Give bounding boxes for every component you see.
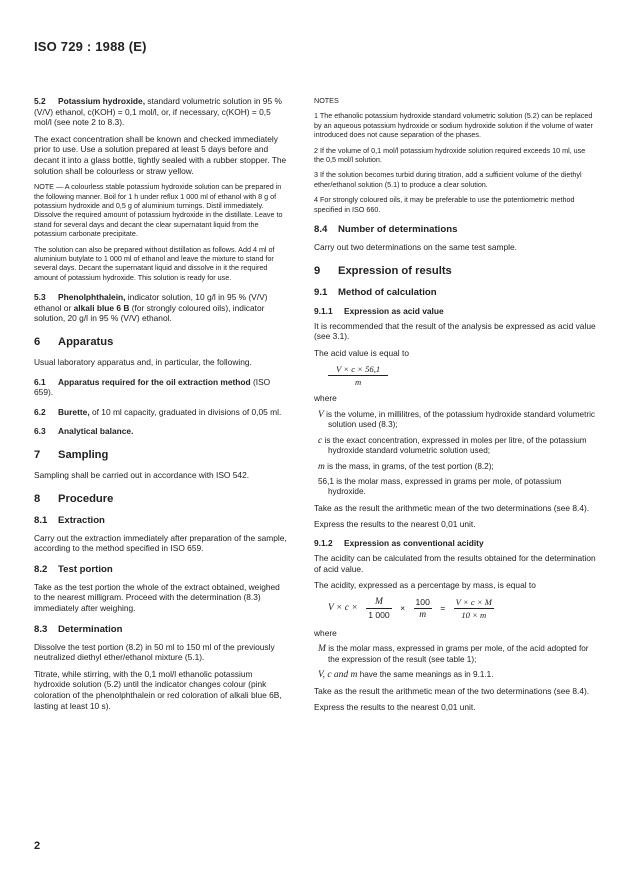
section-9-1-1-heading: 9.1.1 Expression as acid value xyxy=(314,305,444,316)
definition-item: M is the molar mass, expressed in grams per mole, of the acid adopted for the expression of the result (see table 1); xyxy=(318,644,589,664)
paragraph: The acid value is equal to xyxy=(314,347,409,358)
paragraph: The acidity can be calculated from the results obtained for the determination of acid value. xyxy=(314,553,596,574)
section-7-heading: 7 Sampling xyxy=(34,448,109,461)
section-6-2: 6.2 Burette, of 10 ml capacity, graduated in divisions of 0,05 ml. xyxy=(34,406,282,417)
definition-item: V is the volume, in millilitres, of the potassium hydroxide standard volumetric solution used (8.3); xyxy=(318,410,596,430)
note-paragraph: NOTE — A colourless stable potassium hydroxide solution can be prepared in the following manner. Boil for 1 h under reflux 1 000 ml of ethanol with 8 g of potassium hydroxide and 0,5 g of aluminium turnings. Distil immediately. Dissolve the required amount of potassium hydroxide in the distillate. Leave to stand for several days and decant the clear supernatant liquid from the potassium carbonate precipitate. xyxy=(34,182,283,239)
section-8-1-heading: 8.1 Extraction xyxy=(34,514,105,526)
where-label: where xyxy=(314,393,337,404)
section-9-1-heading: 9.1 Method of calculation xyxy=(314,286,437,298)
section-6-1: 6.1 Apparatus required for the oil extraction method (ISO 659). xyxy=(34,376,271,398)
paragraph: It is recommended that the result of the analysis be expressed as acid value (see 3.1). xyxy=(314,320,596,342)
paragraph: Take as the result the arithmetic mean of the two determinations (see 8.4). xyxy=(314,502,590,513)
section-8-3-heading: 8.3 Determination xyxy=(34,623,123,635)
section-8-1-text: Carry out the extraction immediately after preparation of the sample, according to the method specified in ISO 659. xyxy=(34,532,287,554)
where-label: where xyxy=(314,627,337,638)
acidity-formula: V × c × $\frac{M}{1 000}$ × $\frac{100}{m}$ = $\frac{V \times c \times M}{10 \times m}$ xyxy=(328,596,492,620)
section-8-4-heading: 8.4 Number of determinations xyxy=(314,224,458,236)
paragraph: The acidity, expressed as a percentage by mass, is equal to xyxy=(314,580,536,591)
section-8-4-text: Carry out two determinations on the same test sample. xyxy=(314,242,517,253)
section-6-heading: 6 Apparatus xyxy=(34,336,114,348)
definition-item: m is the mass, in grams, of the test portion (8.2); xyxy=(318,461,494,472)
section-8-2-text: Take as the test portion the whole of the extract obtained, weighed to the nearest milligram. Proceed with the determination (8.3) immediately after weighing. xyxy=(34,581,280,613)
paragraph: Express the results to the nearest 0,01 unit. xyxy=(314,519,476,530)
left-column xyxy=(34,96,288,717)
section-8-heading: 8 Procedure xyxy=(34,492,114,505)
section-8-2-heading: 8.2 Test portion xyxy=(34,563,113,575)
page-number: 2 xyxy=(34,840,41,852)
paragraph: Express the results to the nearest 0,01 unit. xyxy=(314,702,476,713)
section-6-3: 6.3 Analytical balance. xyxy=(34,426,134,437)
note-item: 4 For strongly coloured oils, it may be preferable to use the potentiometric method specified in ISO 660. xyxy=(314,195,575,214)
note-item: 2 If the volume of 0,1 mol/l potassium hydroxide solution required exceeds 10 ml, use the 0,5 mol/l solution. xyxy=(314,145,586,165)
section-9-1-2-heading: 9.1.2 Expression as conventional acidity xyxy=(314,538,484,549)
formula-numerator: V × c × 56,1 xyxy=(328,364,388,376)
section-6-text: Usual laboratory apparatus and, in particular, the following. xyxy=(34,357,252,367)
note-paragraph: The solution can also be prepared without distillation as follows. Add 4 ml of aluminium butylate to 1 000 ml of ethanol and leave the mixture to stand for several days. Decant the supernatant liquid and dissolve in it the required amount of potassium hydroxide. This solution is ready for use. xyxy=(34,244,275,282)
note-item: 3 If the solution becomes turbid during titration, add a sufficient volume of the diethyl ether/ethanol solution (5.1) to produce a clear solution. xyxy=(314,170,582,189)
section-9-heading: 9 Expression of results xyxy=(314,264,452,277)
section-7-text: Sampling shall be carried out in accordance with ISO 542. xyxy=(34,469,250,480)
section-5-3: 5.3 Phenolphthalein, indicator solution, 10 g/l in 95 % (V/V) ethanol or alkali blue 6 B (for strongly coloured oils), indicator solution, 20 g/l in 95 % (V/V) ethanol. xyxy=(34,292,268,324)
acid-value-formula xyxy=(328,364,596,387)
right-column xyxy=(314,96,596,719)
definition-item: 56,1 is the molar mass, expressed in grams per mole, of potassium hydroxide. xyxy=(318,477,562,497)
section-8-3-text: Dissolve the test portion (8.2) in 50 ml to 150 ml of the previously neutralized diethyl ether/ethanol mixture (5.1). xyxy=(34,641,275,663)
document-header: ISO 729 : 1988 (E) xyxy=(34,39,147,54)
section-5-2-paragraph: The exact concentration shall be known and checked immediately prior to use. Use a solution prepared at least 5 days before and decant it into a glass bottle, tightly sealed with a rubber stopper. The solution shall be colourless or straw yellow. xyxy=(34,133,287,176)
formula-denominator: m xyxy=(354,377,362,388)
paragraph: Take as the result the arithmetic mean of the two determinations (see 8.4). xyxy=(314,685,590,696)
definition-item: V, c and m have the same meanings as in 9.1.1. xyxy=(318,670,494,681)
section-8-3-text: Titrate, while stirring, with the 0,1 mol/l ethanolic potassium hydroxide solution (5.2) until the indicator changes colour (pink coloration of the phenolphthalein or red coloration of alkali blue 6B, lasting at least 10 s). xyxy=(34,668,282,711)
section-5-2: 5.2 Potassium hydroxide, standard volumetric solution in 95 % (V/V) ethanol, c(KOH) = 0,1 mol/l, or, if necessary, c(KOH) = 0,5 mol/l (see note 2 to 8.3). xyxy=(34,96,282,128)
notes-title: NOTES xyxy=(314,96,339,105)
note-item: 1 The ethanolic potassium hydroxide standard volumetric solution (5.2) can be replaced by an aqueous potassium hydroxide or sodium hydroxide solution if the volume of water introduced does not cause separation of the phases. xyxy=(314,111,593,140)
definition-item: c is the exact concentration, expressed in moles per litre, of the potassium hydroxide standard volumetric solution used; xyxy=(318,435,587,456)
